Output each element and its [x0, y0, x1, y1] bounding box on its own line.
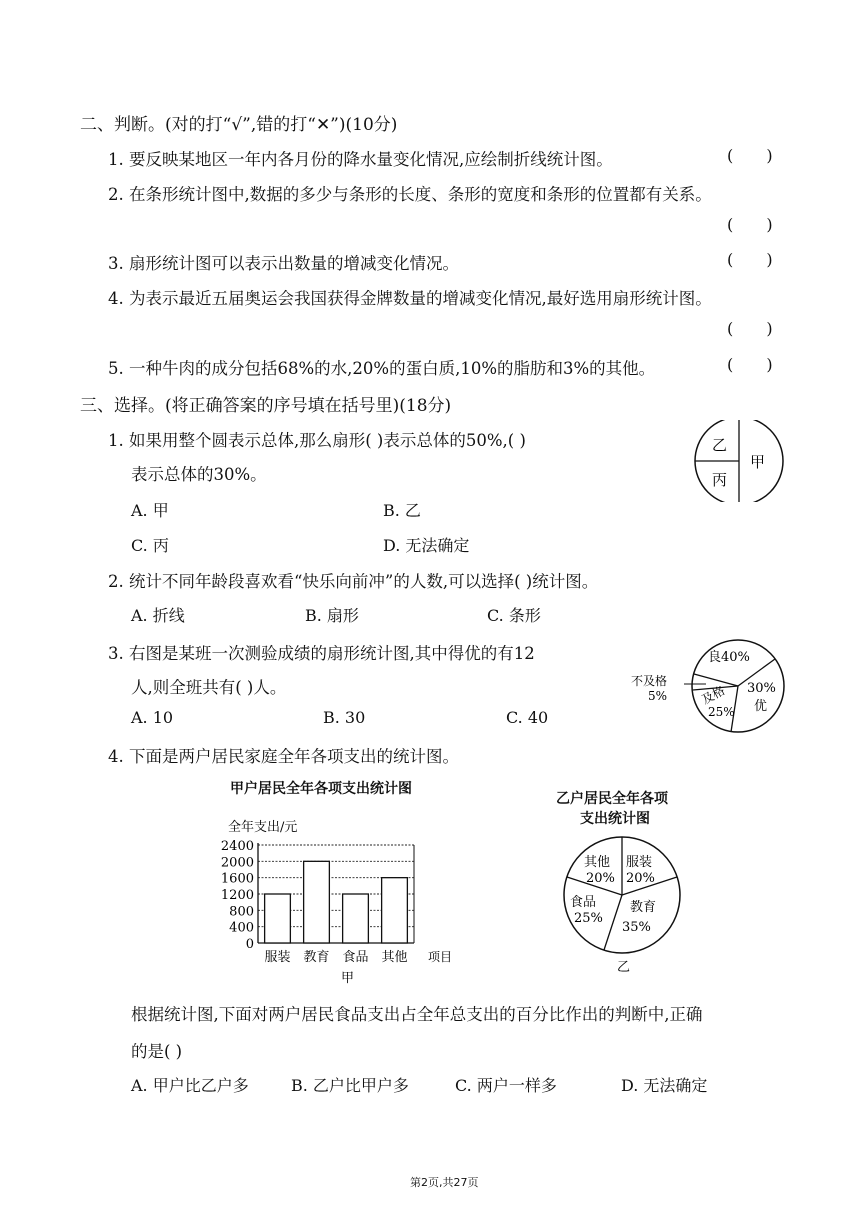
pie-slice-education-pct: 35%	[622, 920, 651, 935]
item-number: 1.	[108, 431, 124, 450]
x-tick-label: 食品	[342, 950, 369, 965]
item-number: 4.	[108, 747, 124, 766]
q4-followup-line1: 根据统计图,下面对两户居民食品支出占全年总支出的百分比作出的判断中,正确	[131, 1005, 703, 1024]
bar-chart-xlabel: 项目	[428, 950, 453, 964]
item-number: 2.	[108, 185, 124, 204]
y-tick-label: 2400	[220, 839, 254, 854]
section-3-heading: 三、选择。(将正确答案的序号填在括号里)(18分)	[80, 396, 452, 416]
q3-option-b[interactable]: B. 30	[323, 708, 366, 727]
answer-paren-2[interactable]: ( )	[727, 215, 787, 234]
pie-label-jia: 甲	[750, 453, 766, 471]
item-number: 3.	[108, 644, 124, 663]
q2-option-a[interactable]: A. 折线	[131, 606, 185, 625]
item-text: 要反映某地区一年内各月份的降水量变化情况,应绘制折线统计图。	[129, 150, 613, 169]
item-number: 2.	[108, 572, 124, 591]
q4-option-d[interactable]: D. 无法确定	[621, 1076, 708, 1095]
item-number: 1.	[108, 150, 124, 169]
pie-chart-title-line1: 乙户居民全年各项	[556, 791, 668, 807]
pie-slice-clothing-name: 服装	[626, 855, 653, 870]
judge-item-4	[108, 285, 712, 309]
pie-slice-food-name: 食品	[570, 895, 597, 910]
judge-item-1	[108, 146, 613, 170]
x-tick-label: 服装	[264, 950, 291, 965]
answer-paren-5[interactable]: ( )	[727, 355, 787, 374]
q1-option-d[interactable]: D. 无法确定	[383, 536, 470, 555]
y-tick-label: 1600	[220, 871, 254, 887]
bar	[304, 861, 330, 943]
item-text: 如果用整个圆表示总体,那么扇形( )表示总体的50%,( )	[129, 431, 526, 450]
bar-chart-yticks	[221, 839, 254, 952]
answer-paren-4[interactable]: ( )	[727, 319, 787, 338]
judge-item-3	[108, 250, 459, 274]
bar-chart-xlabels	[264, 949, 407, 965]
y-tick-label: 1200	[220, 888, 254, 903]
bar	[343, 894, 369, 943]
bar-chart	[212, 815, 472, 987]
q1-option-a[interactable]: A. 甲	[131, 501, 169, 520]
item-text: 在条形统计图中,数据的多少与条形的长度、条形的宽度和条形的位置都有关系。	[129, 185, 712, 204]
y-tick-label: 800	[229, 904, 254, 920]
choice-q1-line1	[108, 427, 526, 451]
q1-pie-chart	[692, 420, 786, 502]
pie-chart-title-line2: 支出统计图	[580, 811, 650, 827]
pie-slice-education-name: 教育	[630, 900, 657, 915]
bar	[265, 894, 291, 943]
pie-caption: 乙	[617, 960, 631, 973]
y-tick-label: 2000	[220, 855, 254, 871]
q3-option-a[interactable]: A. 10	[131, 708, 174, 727]
pie-slice-clothing-pct: 20%	[626, 871, 655, 886]
y-tick-label: 400	[229, 920, 254, 936]
page-footer: 第2页,共27页	[410, 1176, 479, 1189]
y-tick-label: 0	[245, 937, 254, 952]
choice-q3-line1	[108, 640, 535, 664]
q3-pie-chart	[628, 634, 788, 740]
q2-option-c[interactable]: C. 条形	[487, 606, 541, 625]
q3-option-c[interactable]: C. 40	[506, 708, 549, 727]
section-2-heading: 二、判断。(对的打“√”,错的打“✕”)(10分)	[80, 115, 398, 135]
item-text: 一种牛肉的成分包括68%的水,20%的蛋白质,10%的脂肪和3%的其他。	[129, 359, 656, 378]
pie-slice-other-name: 其他	[584, 855, 611, 870]
q4-option-c[interactable]: C. 两户一样多	[455, 1076, 557, 1095]
item-text: 下面是两户居民家庭全年各项支出的统计图。	[129, 747, 459, 766]
pie-slice-other-pct: 20%	[586, 871, 615, 886]
q1-option-b[interactable]: B. 乙	[383, 501, 421, 520]
choice-q3-line2: 人,则全班共有( )人。	[131, 678, 287, 697]
judge-item-2	[108, 181, 712, 205]
pie-divider	[604, 895, 622, 950]
choice-q4	[108, 743, 459, 767]
pie-label-excellent-pct: 30%	[747, 681, 776, 696]
x-tick-label: 其他	[381, 950, 408, 965]
item-number: 4.	[108, 289, 124, 308]
item-number: 5.	[108, 359, 124, 378]
pie-slice-food-pct: 25%	[574, 911, 603, 926]
pie-label-bing: 丙	[712, 471, 728, 489]
bar-chart-ylabel: 全年支出/元	[228, 820, 298, 835]
item-text: 右图是某班一次测验成绩的扇形统计图,其中得优的有12	[129, 644, 535, 663]
q4-followup-line2: 的是( )	[131, 1042, 183, 1061]
pie-label-fail-name: 不及格	[631, 674, 668, 688]
pie-label-excellent-name: 优	[754, 699, 768, 714]
answer-paren-1[interactable]: ( )	[727, 146, 787, 165]
item-text: 为表示最近五届奥运会我国获得金牌数量的增减变化情况,最好选用扇形统计图。	[129, 289, 712, 308]
judge-item-5	[108, 355, 655, 379]
pie-label-pass-pct: 25%	[708, 705, 735, 719]
item-number: 3.	[108, 254, 124, 273]
q4-option-a[interactable]: A. 甲户比乙户多	[131, 1076, 249, 1095]
pie-label-fail-pct: 5%	[648, 689, 668, 703]
bar	[382, 878, 408, 943]
q2-option-b[interactable]: B. 扇形	[305, 606, 359, 625]
q4-option-b[interactable]: B. 乙户比甲户多	[291, 1076, 409, 1095]
answer-paren-3[interactable]: ( )	[727, 250, 787, 269]
bar-chart-caption: 甲	[341, 971, 355, 986]
bar-chart-bars	[265, 861, 408, 943]
household-b-pie-chart	[560, 835, 690, 973]
choice-q1-line2: 表示总体的30%。	[131, 465, 267, 484]
q1-option-c[interactable]: C. 丙	[131, 536, 169, 555]
x-tick-label: 教育	[303, 950, 330, 965]
choice-q2	[108, 568, 598, 592]
item-text: 统计不同年龄段喜欢看“快乐向前冲”的人数,可以选择( )统计图。	[129, 572, 599, 591]
item-text: 扇形统计图可以表示出数量的增减变化情况。	[129, 254, 459, 273]
pie-label-pass-name: 及格	[699, 683, 728, 707]
pie-label-yi: 乙	[712, 436, 728, 454]
bar-chart-title: 甲户居民全年各项支出统计图	[230, 781, 412, 797]
pie-label-good: 良40%	[708, 650, 750, 665]
